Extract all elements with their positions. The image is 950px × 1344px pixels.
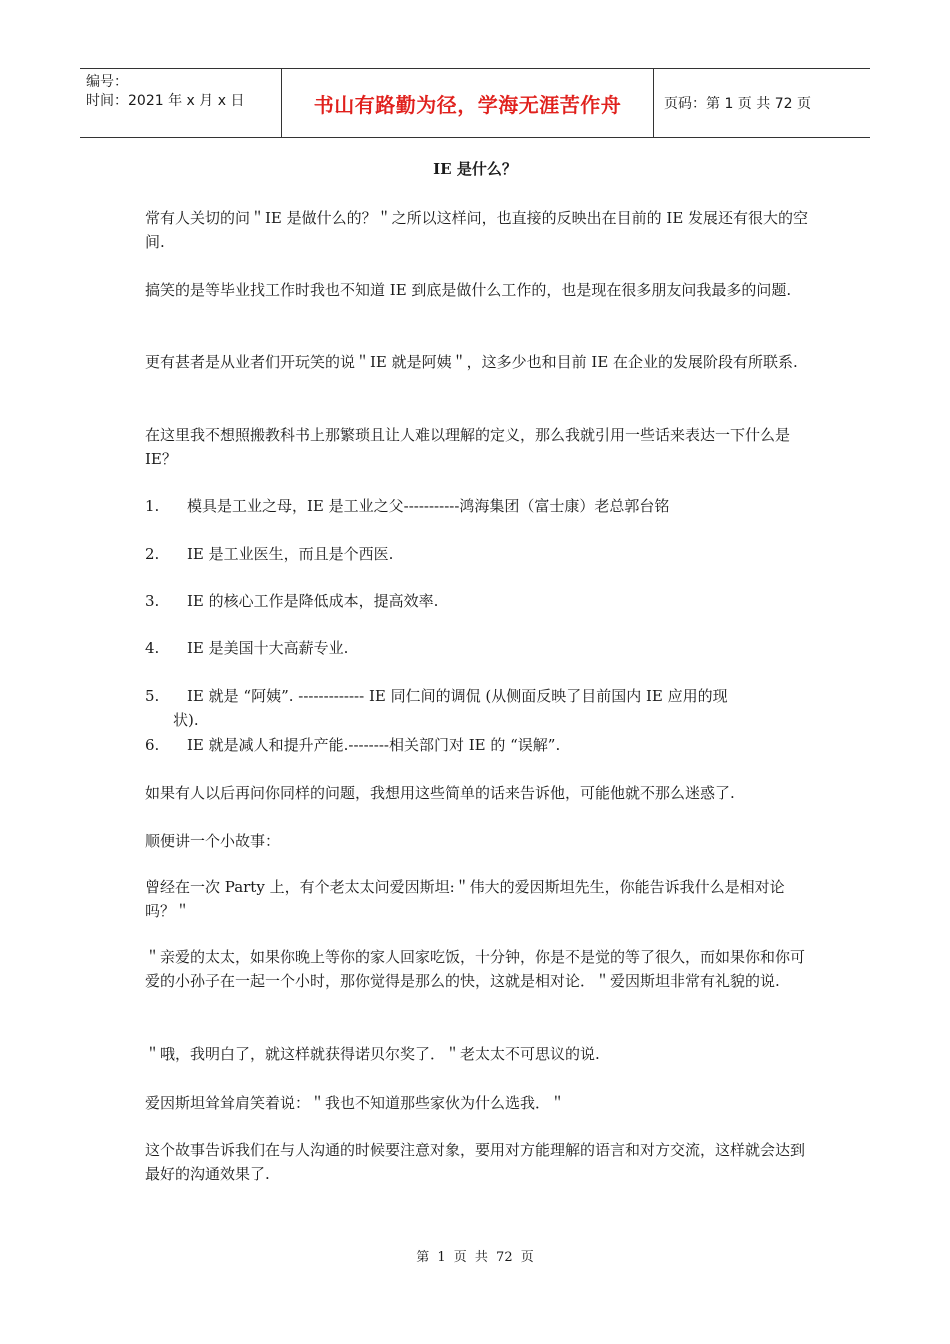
list-number: 1. xyxy=(145,497,160,515)
list-text: IE 就是 “阿姨”. ------------- IE 同仁间的调侃 (从侧面反映了目前国内 IE 应用的现 xyxy=(187,687,728,705)
paragraph: 常有人关切的问＂IE 是做什么的？＂之所以这样问，也直接的反映出在目前的 IE 发展还有很大的空间. xyxy=(145,209,809,251)
list-number: 5. xyxy=(145,687,160,705)
paragraph: 爱因斯坦耸耸肩笑着说：＂我也不知道那些家伙为什么选我．＂ xyxy=(145,1094,566,1112)
list-item xyxy=(145,589,810,613)
list-number: 6. xyxy=(145,736,160,754)
list-text: 模具是工业之母，IE 是工业之父-----------鸿海集团（富士康）老总郭台铭 xyxy=(187,497,670,515)
header-meta xyxy=(80,69,282,137)
list-item xyxy=(145,542,810,566)
list-number: 4. xyxy=(145,639,160,657)
list-item xyxy=(145,494,810,518)
paragraph: 顺便讲一个小故事： xyxy=(145,832,281,850)
paragraph: 搞笑的是等毕业找工作时我也不知道 IE 到底是做什么工作的，也是现在很多朋友问我最多的问题. xyxy=(145,281,792,299)
list-number: 3. xyxy=(145,592,160,610)
header-page-info xyxy=(654,69,870,137)
motto: 书山有路勤为径，学海无涯苦作舟 xyxy=(313,92,622,117)
paragraph: 更有甚者是从业者们开玩笑的说＂IE 就是阿姨＂，这多少也和目前 IE 在企业的发展阶段有所联系. xyxy=(145,353,798,371)
list-item xyxy=(145,733,810,757)
list-text: IE 的核心工作是降低成本，提高效率. xyxy=(187,592,439,610)
page-header xyxy=(80,68,870,138)
header-motto-cell xyxy=(282,69,654,137)
list-text: IE 就是减人和提升产能.--------相关部门对 IE 的 “误解”. xyxy=(187,736,561,754)
list-text: IE 是美国十大高薪专业. xyxy=(187,639,349,657)
list-text-wrap: 状). xyxy=(173,711,199,729)
list-number: 2. xyxy=(145,545,160,563)
paragraph: 这个故事告诉我们在与人沟通的时候要注意对象，要用对方能理解的语言和对方交流，这样就会达到最好的沟通效果了. xyxy=(145,1141,806,1183)
paragraph: 在这里我不想照搬教科书上那繁琐且让人难以理解的定义，那么我就引用一些话来表达一下什么是 IE？ xyxy=(145,426,791,468)
paragraph: 曾经在一次 Party 上，有个老太太问爱因斯坦:＂伟大的爱因斯坦先生，你能告诉我什么是相对论吗？＂ xyxy=(145,878,785,920)
list-item xyxy=(145,684,810,732)
page-info: 页码：第 1 页 共 72 页 xyxy=(664,96,811,112)
document-title: IE 是什么？ xyxy=(433,160,517,178)
paragraph: ＂哦，我明白了，就这样就获得诺贝尔奖了．＂老太太不可思议的说. xyxy=(145,1045,600,1063)
list-text: IE 是工业医生，而且是个西医. xyxy=(187,545,394,563)
number-label: 编号： xyxy=(86,74,128,90)
list-item xyxy=(145,636,810,660)
paragraph: ＂亲爱的太太，如果你晚上等你的家人回家吃饭，十分钟，你是不是觉的等了很久，而如果你和你可爱的小孙子在一起一个小时，那你觉得是那么的快，这就是相对论．＂爱因斯坦非常有礼貌的说. xyxy=(145,948,806,990)
page-footer: 第 1 页 共 72 页 xyxy=(416,1250,534,1265)
paragraph: 如果有人以后再问你同样的问题，我想用这些简单的话来告诉他，可能他就不那么迷惑了. xyxy=(145,784,735,802)
time-label: 时间：2021 年 x 月 x 日 xyxy=(86,93,245,109)
